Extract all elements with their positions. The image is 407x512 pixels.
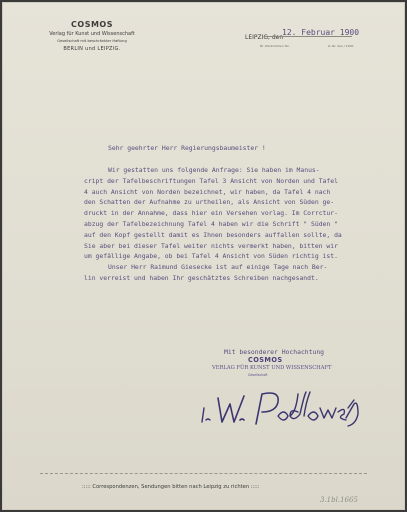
body-line: 4 auch Ansicht von Norden bezeichnet, wir haben, da Tafel 4 nach (84, 187, 331, 196)
letterhead-subtitle: Verlag für Kunst und Wissenschaft (49, 31, 135, 37)
salutation: Sehr geehrter Herr Regierungsbaumeister ! (108, 144, 266, 152)
letterhead-cities: BERLIN und LEIPZIG. (63, 46, 121, 52)
place-label: LEIPZIG, den (245, 34, 284, 41)
body-line: den Schatten der Aufnahme zu urtheilen, als Ansicht von Süden ge- (84, 198, 335, 207)
stamp-publisher: VERLAG FÜR KUNST UND WISSENSCHAFT (212, 365, 332, 371)
body-line: Wir gestatten uns folgende Anfrage: Sie haben im Manus- (108, 166, 320, 174)
body-line: Unser Herr Raimund Giesecke ist auf einige Tage nach Ber- (108, 263, 328, 272)
footer-rule (40, 473, 367, 474)
letter-sheet (2, 2, 405, 510)
handwritten-signature (194, 386, 372, 430)
letterhead-brand: COSMOS (71, 20, 113, 29)
footer-note: ::::: Correspondenzen, Sendungen bitten nach Leipzig zu richten ::::: (82, 484, 260, 490)
body-line: um gefällige Angabe, ob bei Tafel 4 Ansicht von Süden richtig ist. (84, 252, 338, 261)
closing: Mit besonderer Hochachtung (224, 348, 325, 356)
letter-body (84, 165, 384, 284)
letter-date: 12. Februar 1900 (282, 28, 360, 37)
stamp-brand: COSMOS (248, 356, 283, 364)
archive-mark: 3.1bl.1665 (320, 496, 358, 504)
reference-number: Z.-Nr. den / 1900 (328, 44, 354, 48)
stamp-company-type: Gesellschaft (248, 373, 268, 377)
body-line: lin verreist und haben Ihr geschätztes Schreiben nachgesandt. (84, 273, 319, 282)
body-line: druckt in der Annahme, dass hier ein Versehen vorlag. Im Corrctur- (84, 209, 338, 218)
body-line: cript der Tafelbeschriftungen Tafel 3 Ansicht von Norden und Tafel (84, 176, 338, 185)
body-line: abzug der Tafelbezeichnung Tafel 4 haben wir die Schrift " Süden " (84, 219, 338, 228)
body-line: Sie aber bei dieser Tafel weiter nichts vermerkt haben, bitten wir (84, 241, 338, 250)
body-line: auf den Kopf gestellt damit es Ihnen besonders auffallen sollte, da (84, 230, 342, 239)
letterhead-company-type: Gesellschaft mit beschränkter Haftung (57, 39, 127, 43)
sender-address: Bl. Windmühlen Str. (260, 44, 290, 48)
